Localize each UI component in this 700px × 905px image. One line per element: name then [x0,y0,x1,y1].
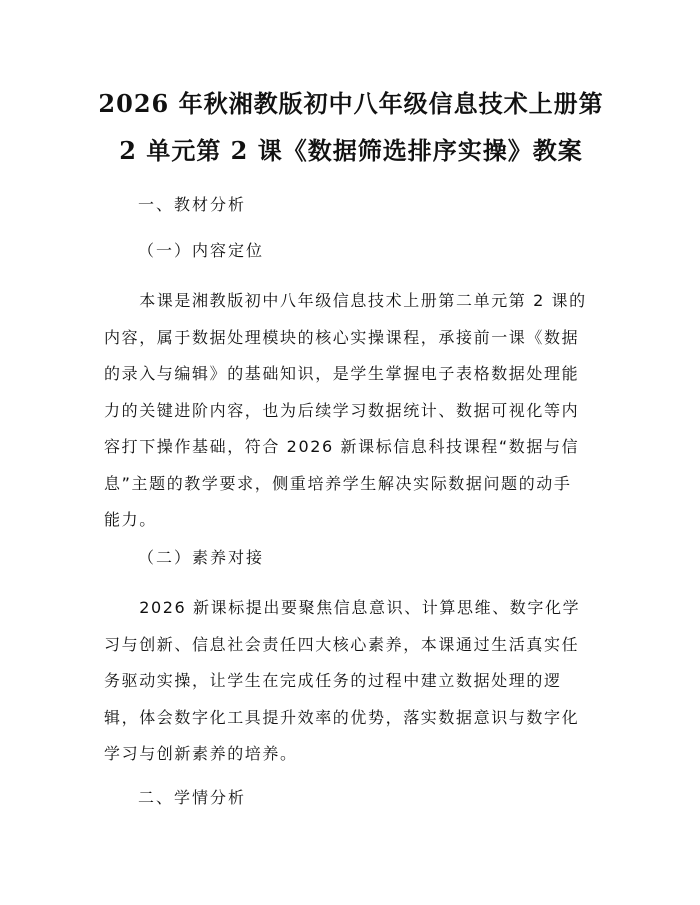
document-title-line-2: 2 单元第 2 课《数据筛选排序实操》教案 [119,136,583,165]
paragraph-line: 能力。 [104,510,157,529]
subsection-heading-literacy-alignment: （二）素养对接 [138,548,265,567]
paragraph-line: 容打下操作基础，符合 2026 新课标信息科技课程“数据与信 [104,437,580,456]
section-heading-learner-analysis: 二、学情分析 [138,788,247,807]
paragraph-line: 习与创新、信息社会责任四大核心素养，本课通过生活真实任 [104,634,580,654]
paragraph-line: 息”主题的教学要求，侧重培养学生解决实际数据问题的动手 [104,473,572,493]
paragraph-literacy-alignment [104,590,604,773]
paragraph-line: 内容，属于数据处理模块的核心实操课程，承接前一课《数据 [104,327,580,347]
document-title-line-1: 2026 年秋湘教版初中八年级信息技术上册第 [98,89,604,118]
paragraph-line: 2026 新课标提出要聚焦信息意识、计算思维、数字化学 [104,598,581,617]
paragraph-line: 学习与创新素养的培养。 [104,744,298,763]
paragraph-line: 辑，体会数字化工具提升效率的优势，落实数据意识与数字化 [104,707,580,727]
paragraph-line: 务驱动实操，让学生在完成任务的过程中建立数据处理的逻 [104,671,562,690]
paragraph-line: 本课是湘教版初中八年级信息技术上册第二单元第 2 课的 [104,291,587,310]
section-heading-textbook-analysis: 一、教材分析 [138,195,247,214]
subsection-heading-content-positioning: （一）内容定位 [138,241,265,260]
paragraph-content-positioning [104,283,604,539]
paragraph-line: 的录入与编辑》的基础知识，是学生掌握电子表格数据处理能 [104,364,580,383]
paragraph-line: 力的关键进阶内容，也为后续学习数据统计、数据可视化等内 [104,400,580,420]
